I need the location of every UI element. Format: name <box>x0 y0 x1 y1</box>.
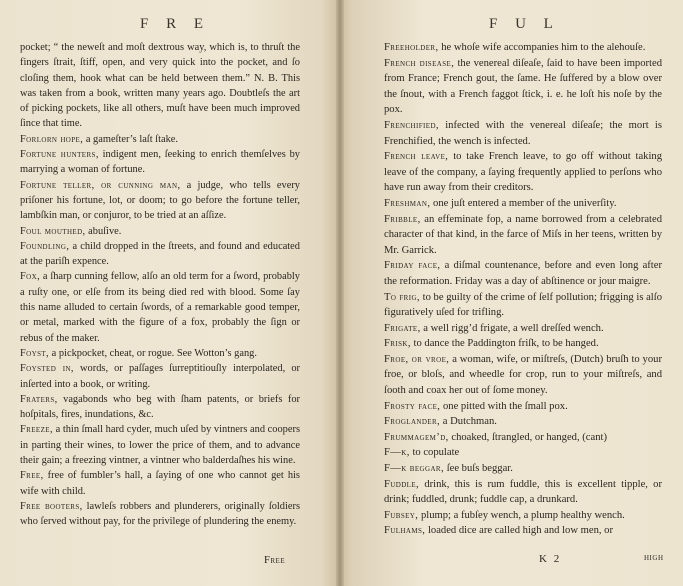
entry-definition: a Dutchman. <box>442 416 497 428</box>
entry-headword: Frigate, <box>384 322 421 334</box>
entry-definition: words, or paſſages ſurreptitiouſly interpolated, or inſerted into a book, or writing. <box>20 363 300 390</box>
dictionary-entry <box>20 224 300 239</box>
entry-definition: loaded dice are called high and low men, or <box>427 525 613 537</box>
entry-headword: French leave, <box>384 151 449 163</box>
catchword-left: Free <box>264 555 286 566</box>
entry-definition: pocket; “ the neweſt and moſt dextrous way, which is, to thruſt the fingers ſtrait, ſtiff, open, and very quick into the pocket, and ſo cloſing them, hook what can be held between them.” N. B. This was taken from a book, written many years ago. Doubtleſs the art of picking pockets, like all others, muſt have been much improved ſince that time. <box>20 42 300 130</box>
entry-headword: Frosty face, <box>384 400 441 412</box>
entry-definition: a pickpocket, cheat, or rogue. See Wotton’s gang. <box>51 347 257 359</box>
entry-definition: a child dropped in the ſtreets, and found and educated at the pariſh expence. <box>20 240 300 268</box>
entry-headword: Froe, or vroe, <box>384 353 450 365</box>
entry-headword: Free, <box>20 470 44 482</box>
left-page-text <box>20 40 300 530</box>
dictionary-entry <box>20 499 300 530</box>
entry-headword: Fraters, <box>20 393 58 405</box>
entry-headword: Freeholder, <box>384 42 439 53</box>
entry-headword: Foyst, <box>20 347 50 359</box>
entry-definition: to dance the Paddington friſk, to be hanged. <box>413 338 599 350</box>
dictionary-entry <box>384 523 662 539</box>
entry-headword: French disease, <box>384 57 455 69</box>
dictionary-entry <box>384 212 662 259</box>
entry-headword: Forlorn hope, <box>20 133 84 145</box>
dictionary-entry <box>20 239 300 270</box>
dictionary-entry <box>20 132 300 147</box>
entry-definition: he whoſe wife accompanies him to the alehouſe. <box>441 42 646 53</box>
entry-definition: lawleſs robbers and plunderers, originally ſoldiers who ſerved without pay, for the privilege of plundering the enemy. <box>20 500 300 528</box>
entry-headword: Fribble, <box>384 213 421 225</box>
dictionary-entry <box>384 336 662 352</box>
dictionary-entry <box>384 445 662 461</box>
dictionary-entry <box>20 422 300 468</box>
running-head-right: F U L <box>489 16 560 32</box>
dictionary-entry <box>20 147 300 178</box>
entry-headword: Friday face, <box>384 260 441 272</box>
entry-definition: to take French leave, to go off without taking leave of the company, a ſaying frequently applied to perſons who have run away from their creditors. <box>384 151 662 194</box>
entry-definition: abuſive. <box>88 225 122 237</box>
dictionary-entry <box>20 392 300 423</box>
entry-headword: Free booters, <box>20 500 83 512</box>
dictionary-entry <box>384 477 662 508</box>
dictionary-entry <box>384 258 662 289</box>
entry-headword: Foundling, <box>20 240 70 252</box>
entry-definition: choaked, ſtrangled, or hanged, (cant) <box>451 431 607 443</box>
entry-headword: Foul mouthed, <box>20 225 86 237</box>
running-head-left: F R E <box>140 16 211 32</box>
entry-headword: Freshman, <box>384 197 431 209</box>
dictionary-entry <box>384 461 662 477</box>
entry-definition: the venereal diſeaſe, ſaid to have been imported from France; French gout, the ſame. He ſuffered by a blow over the ſnout, with a French faggot ſtick, i. e. he loſt his noſe by the pox. <box>384 57 663 116</box>
entry-definition: plump; a fubſey wench, a plump healthy wench. <box>420 509 625 521</box>
entry-definition: a thin ſmall hard cyder, much uſed by vintners and coopers in parting their wines, to lower the price of them, and to advance their gain; a freezing vintner, a vintner who balderdaſhes his wine. <box>20 424 300 467</box>
entry-headword: Fuddle, <box>384 478 420 490</box>
entry-headword: Frenchified, <box>384 119 439 131</box>
dictionary-entry <box>384 352 662 399</box>
entry-headword: Fortune hunters, <box>20 149 99 161</box>
entry-headword: To frig, <box>384 291 420 303</box>
dictionary-entry <box>20 346 300 361</box>
dictionary-entry <box>384 399 662 415</box>
dictionary-entry <box>384 290 662 321</box>
dictionary-entry <box>20 40 300 132</box>
entry-headword: Froglander, <box>384 416 441 428</box>
entry-definition: vagabonds who beg with ſham patents, or briefs for hoſpitals, fires, inundations, &c. <box>20 393 300 421</box>
entry-headword: Freeze, <box>20 424 53 436</box>
right-page <box>339 0 683 586</box>
gutter-shadow <box>336 0 344 586</box>
entry-headword: Fortune teller, or cunning man, <box>20 179 181 191</box>
entry-definition: infected with the venereal diſeaſe; the mort is Frenchified, the wench is infected. <box>384 119 662 147</box>
entry-definition: a woman, wife, or miſtreſs, (Dutch) bruſh to your froe, or bloſs, and wheedle for crop, run to your miſtreſs, and ſooth and coax her out of ſome money. <box>384 353 662 397</box>
entry-definition: ſee buſs beggar. <box>446 463 513 475</box>
entry-definition: a judge, who tells every priſoner his fortune, lot, or doom; to go before the fortune teller, lambſkin man, or conjuror, to be tried at an aſſize. <box>20 179 300 222</box>
dictionary-entry <box>384 321 662 337</box>
entry-definition: a well rigg’d frigate, a well dreſſed wench. <box>423 322 604 334</box>
dictionary-entry <box>384 118 662 149</box>
dictionary-entry <box>20 269 300 345</box>
dictionary-entry <box>384 149 662 196</box>
dictionary-entry <box>384 196 662 212</box>
entry-definition: indigent men, ſeeking to enrich themſelves by marrying a woman of fortune. <box>20 149 300 176</box>
catchword-right: high <box>644 552 664 563</box>
dictionary-entry <box>384 508 662 524</box>
dictionary-entry <box>384 56 662 118</box>
entry-definition: a ſharp cunning fellow, alſo an old term for a ſword, probably a ruſty one, or elſe from its being died red with blood. Some ſay this name alluded to certain ſwords, of a remarkable good temper, or metal, marked with the figure of a fox, probably the ſign or rebus of the maker. <box>20 271 301 344</box>
entry-headword: Fulhams, <box>384 525 426 537</box>
signature-mark: K 2 <box>539 553 562 565</box>
entry-definition: a diſmal countenance, before and even long after the reformation. Friday was a day of abſtinence or jour maigre. <box>384 260 662 287</box>
entry-headword: F—k, <box>384 447 410 459</box>
right-page-text <box>384 40 662 539</box>
entry-definition: to be guilty of the crime of ſelf pollution; frigging is alſo figuratively uſed for trifling. <box>384 291 662 319</box>
dictionary-entry <box>20 178 300 224</box>
entry-definition: free of fumbler’s hall, a ſaying of one who cannot get his wife with child. <box>20 470 300 497</box>
entry-headword: Frisk, <box>384 338 411 350</box>
entry-definition: to copulate <box>412 447 460 459</box>
dictionary-entry <box>384 430 662 446</box>
entry-headword: Fox, <box>20 271 41 283</box>
entry-definition: one pitted with the ſmall pox. <box>442 400 568 412</box>
entry-headword: Foysted in, <box>20 363 74 375</box>
dictionary-entry <box>384 414 662 430</box>
entry-definition: a gameſter’s laſt ſtake. <box>85 133 178 145</box>
entry-headword: F—k beggar, <box>384 463 445 475</box>
entry-definition: drink, this is rum fuddle, this is excellent tipple, or drink; fuddled, drunk; fuddle cap, a drunkard. <box>384 478 662 506</box>
dictionary-entry <box>20 468 300 499</box>
entry-definition: one juſt entered a member of the univerſity. <box>433 197 617 209</box>
entry-headword: Fubsey, <box>384 509 419 521</box>
dictionary-entry <box>20 361 300 392</box>
left-page <box>0 0 339 586</box>
dictionary-entry <box>384 40 662 56</box>
entry-definition: an effeminate fop, a name borrowed from a celebrated character of that kind, in the farce of Miſs in her teens, written by Mr. Garrick. <box>384 213 662 256</box>
entry-headword: Frummagem’d, <box>384 431 449 443</box>
